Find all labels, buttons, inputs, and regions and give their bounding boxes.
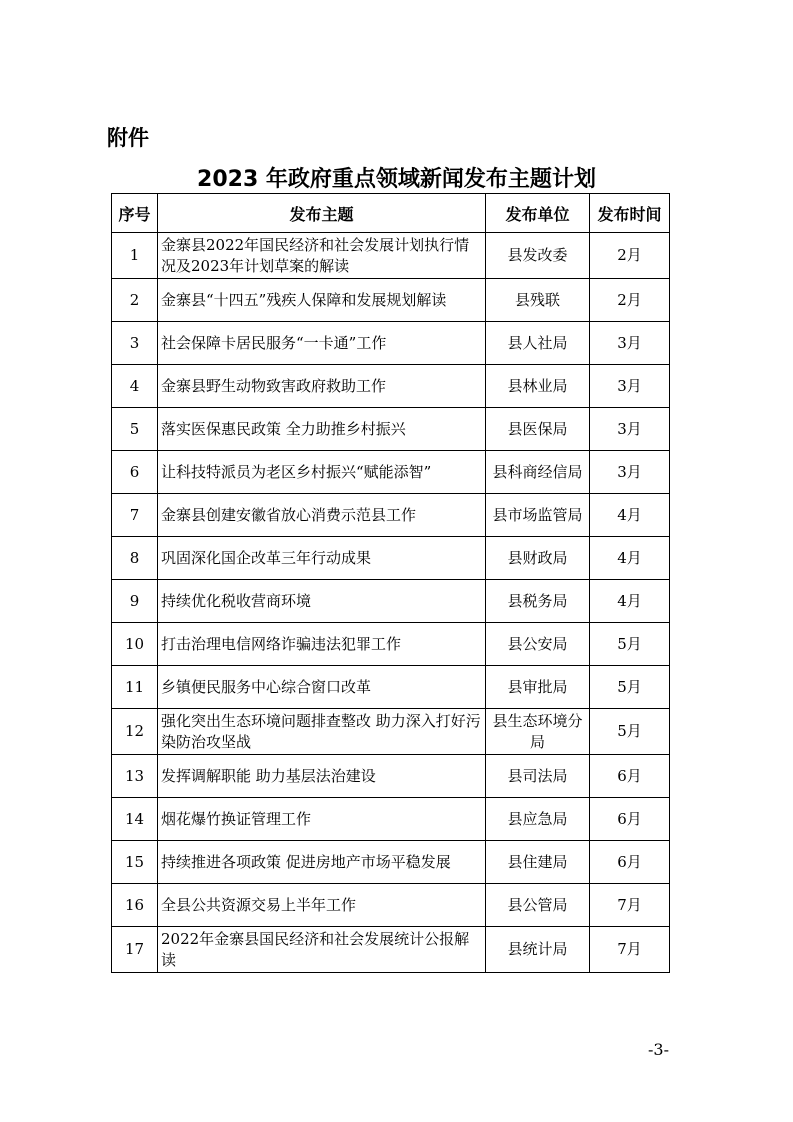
row-unit: 县人社局 xyxy=(486,322,590,365)
topic-plan-table xyxy=(111,193,670,973)
row-topic: 社会保障卡居民服务“一卡通”工作 xyxy=(158,322,486,365)
table-row xyxy=(112,666,670,709)
row-unit: 县市场监管局 xyxy=(486,494,590,537)
row-topic: 乡镇便民服务中心综合窗口改革 xyxy=(158,666,486,709)
row-topic: 巩固深化国企改革三年行动成果 xyxy=(158,537,486,580)
row-topic: 2022年金寨县国民经济和社会发展统计公报解读 xyxy=(158,927,486,973)
row-unit: 县审批局 xyxy=(486,666,590,709)
row-time: 7月 xyxy=(590,884,670,927)
row-number: 10 xyxy=(112,623,158,666)
row-unit: 县司法局 xyxy=(486,755,590,798)
row-number: 4 xyxy=(112,365,158,408)
row-time: 2月 xyxy=(590,233,670,279)
row-number: 11 xyxy=(112,666,158,709)
row-number: 6 xyxy=(112,451,158,494)
row-number: 1 xyxy=(112,233,158,279)
row-number: 12 xyxy=(112,709,158,755)
row-time: 3月 xyxy=(590,408,670,451)
row-time: 3月 xyxy=(590,451,670,494)
row-time: 4月 xyxy=(590,537,670,580)
row-unit: 县公安局 xyxy=(486,623,590,666)
table-row xyxy=(112,623,670,666)
row-number: 8 xyxy=(112,537,158,580)
header-unit: 发布单位 xyxy=(486,194,590,233)
row-time: 5月 xyxy=(590,623,670,666)
row-topic: 金寨县2022年国民经济和社会发展计划执行情况及2023年计划草案的解读 xyxy=(158,233,486,279)
row-number: 9 xyxy=(112,580,158,623)
row-unit: 县税务局 xyxy=(486,580,590,623)
table-row xyxy=(112,408,670,451)
row-topic: 落实医保惠民政策 全力助推乡村振兴 xyxy=(158,408,486,451)
row-number: 17 xyxy=(112,927,158,973)
row-time: 4月 xyxy=(590,580,670,623)
row-unit: 县应急局 xyxy=(486,798,590,841)
table-row xyxy=(112,798,670,841)
row-unit: 县住建局 xyxy=(486,841,590,884)
table-row xyxy=(112,279,670,322)
table-row xyxy=(112,884,670,927)
row-topic: 打击治理电信网络诈骗违法犯罪工作 xyxy=(158,623,486,666)
row-time: 2月 xyxy=(590,279,670,322)
row-number: 13 xyxy=(112,755,158,798)
row-unit: 县统计局 xyxy=(486,927,590,973)
row-time: 6月 xyxy=(590,798,670,841)
row-number: 2 xyxy=(112,279,158,322)
table-row xyxy=(112,580,670,623)
row-time: 5月 xyxy=(590,709,670,755)
row-topic: 让科技特派员为老区乡村振兴“赋能添智” xyxy=(158,451,486,494)
row-number: 16 xyxy=(112,884,158,927)
row-time: 6月 xyxy=(590,841,670,884)
table-row xyxy=(112,537,670,580)
row-unit: 县发改委 xyxy=(486,233,590,279)
row-time: 7月 xyxy=(590,927,670,973)
row-time: 3月 xyxy=(590,322,670,365)
row-number: 7 xyxy=(112,494,158,537)
table-header-row xyxy=(112,194,670,233)
row-time: 4月 xyxy=(590,494,670,537)
table-row xyxy=(112,927,670,973)
header-topic: 发布主题 xyxy=(158,194,486,233)
page-number: -3- xyxy=(648,1040,669,1059)
table-row xyxy=(112,494,670,537)
table-row xyxy=(112,451,670,494)
row-unit: 县财政局 xyxy=(486,537,590,580)
row-unit: 县科商经信局 xyxy=(486,451,590,494)
table-row xyxy=(112,709,670,755)
row-topic: 持续优化税收营商环境 xyxy=(158,580,486,623)
row-unit: 县生态环境分局 xyxy=(486,709,590,755)
row-unit: 县公管局 xyxy=(486,884,590,927)
table-row xyxy=(112,755,670,798)
table-row xyxy=(112,365,670,408)
row-number: 3 xyxy=(112,322,158,365)
row-unit: 县残联 xyxy=(486,279,590,322)
row-time: 5月 xyxy=(590,666,670,709)
table-row xyxy=(112,322,670,365)
row-topic: 发挥调解职能 助力基层法治建设 xyxy=(158,755,486,798)
row-topic: 持续推进各项政策 促进房地产市场平稳发展 xyxy=(158,841,486,884)
row-topic: 强化突出生态环境问题排查整改 助力深入打好污染防治攻坚战 xyxy=(158,709,486,755)
row-topic: 金寨县创建安徽省放心消费示范县工作 xyxy=(158,494,486,537)
header-no: 序号 xyxy=(112,194,158,233)
row-topic: 金寨县“十四五”残疾人保障和发展规划解读 xyxy=(158,279,486,322)
row-number: 15 xyxy=(112,841,158,884)
row-topic: 全县公共资源交易上半年工作 xyxy=(158,884,486,927)
attachment-label: 附件 xyxy=(107,126,149,150)
document-title: 2023 年政府重点领域新闻发布主题计划 xyxy=(197,167,596,192)
row-number: 5 xyxy=(112,408,158,451)
row-number: 14 xyxy=(112,798,158,841)
row-topic: 金寨县野生动物致害政府救助工作 xyxy=(158,365,486,408)
row-unit: 县医保局 xyxy=(486,408,590,451)
header-time: 发布时间 xyxy=(590,194,670,233)
row-time: 3月 xyxy=(590,365,670,408)
row-time: 6月 xyxy=(590,755,670,798)
table-row xyxy=(112,841,670,884)
table-row xyxy=(112,233,670,279)
row-topic: 烟花爆竹换证管理工作 xyxy=(158,798,486,841)
row-unit: 县林业局 xyxy=(486,365,590,408)
